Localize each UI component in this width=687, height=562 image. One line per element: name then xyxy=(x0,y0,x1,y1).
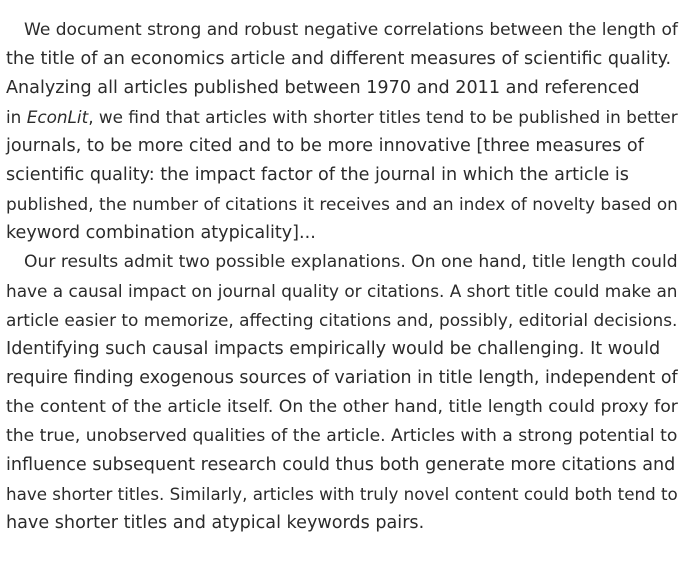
text-line: the content of the article itself. On the other hand, title length could proxy for xyxy=(6,397,678,417)
text-line: We document strong and robust negative correlations between the length of xyxy=(24,20,678,40)
text-segment: , we find that articles with shorter titles tend to be published in better xyxy=(88,107,678,127)
text-line: have shorter titles and atypical keywords pairs. xyxy=(6,513,425,533)
text-line: Our results admit two possible explanations. On one hand, title length could xyxy=(24,252,678,272)
text-line: influence subsequent research could thus both generate more citations and xyxy=(6,455,676,475)
paragraph-1 xyxy=(6,16,678,248)
document-body xyxy=(6,16,678,538)
text-line: Identifying such causal impacts empirically would be challenging. It would xyxy=(6,339,661,359)
paragraph-2 xyxy=(6,248,678,538)
text-line: scientific quality: the impact factor of the journal in which the article is xyxy=(6,165,629,185)
text-line xyxy=(6,103,678,132)
text-line: have shorter titles. Similarly, articles with truly novel content could both tend to xyxy=(6,484,678,504)
text-line: the true, unobserved qualities of the article. Articles with a strong potential to xyxy=(6,426,678,446)
text-line: keyword combination atypicality]... xyxy=(6,223,316,243)
text-line: have a causal impact on journal quality or citations. A short title could make an xyxy=(6,281,678,301)
text-line: Analyzing all articles published between 1970 and 2011 and referenced xyxy=(6,78,640,98)
text-line: published, the number of citations it receives and an index of novelty based on xyxy=(6,194,678,214)
text-line: require finding exogenous sources of variation in title length, independent of xyxy=(6,368,678,388)
text-segment: in xyxy=(6,107,27,127)
database-name: EconLit xyxy=(26,107,89,127)
text-line: the title of an economics article and different measures of scientific quality. xyxy=(6,49,672,69)
text-line: journals, to be more cited and to be more innovative [three measures of xyxy=(6,136,644,156)
text-line: article easier to memorize, affecting citations and, possibly, editorial decisions. xyxy=(6,310,678,330)
